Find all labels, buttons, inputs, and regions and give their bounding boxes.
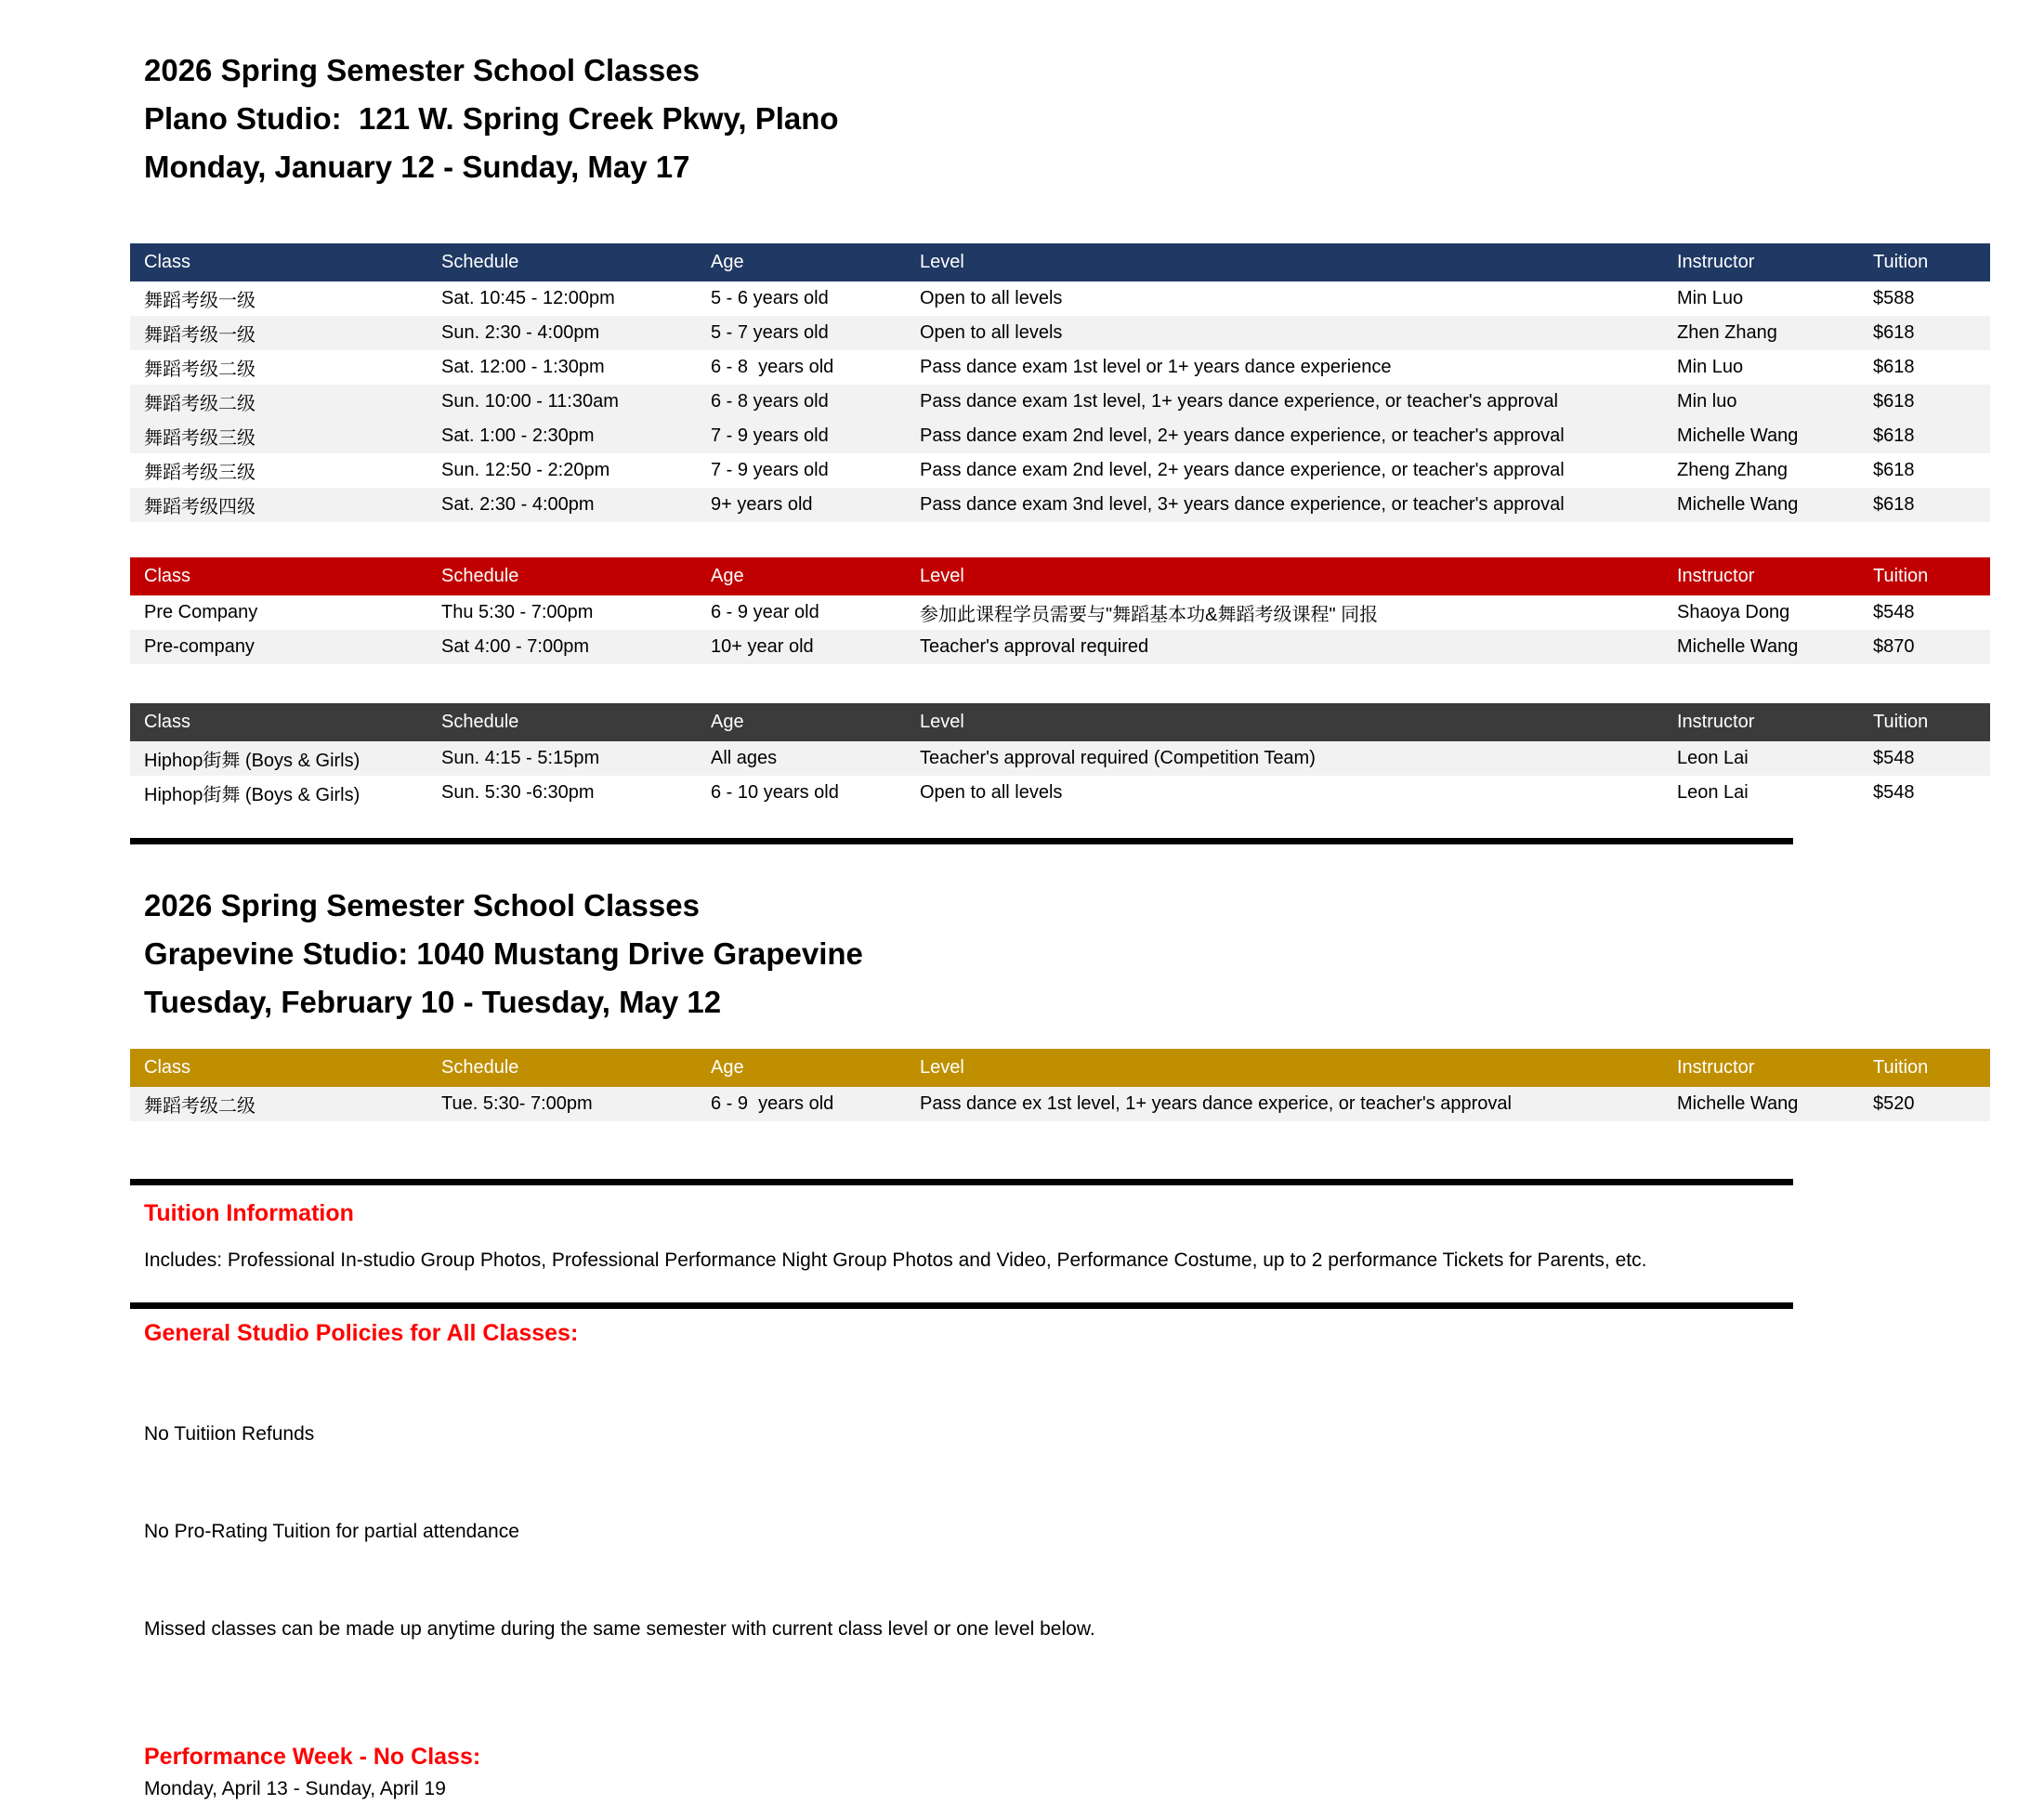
column-header-class: Class	[130, 703, 427, 741]
cell-instructor: Leon Lai	[1663, 776, 1859, 810]
grapevine-dates: Tuesday, February 10 - Tuesday, May 12	[144, 985, 722, 1019]
cell-class: 舞蹈考级一级	[130, 281, 427, 316]
plano-exam-classes-table	[130, 243, 1990, 522]
column-header-level: Level	[906, 1049, 1663, 1087]
cell-schedule: Sun. 2:30 - 4:00pm	[427, 316, 697, 350]
column-header-level: Level	[906, 703, 1663, 741]
performance-week-heading: Performance Week - No Class:	[144, 1744, 481, 1770]
column-header-tuition: Tuition	[1859, 557, 1990, 595]
cell-class: 舞蹈考级三级	[130, 453, 427, 488]
column-header-schedule: Schedule	[427, 1049, 697, 1087]
cell-tuition: $618	[1859, 350, 1990, 385]
cell-schedule: Tue. 5:30- 7:00pm	[427, 1087, 697, 1121]
cell-instructor: Min luo	[1663, 385, 1859, 419]
cell-instructor: Michelle Wang	[1663, 419, 1859, 453]
cell-class: Pre Company	[130, 595, 427, 630]
cell-schedule: Sat 4:00 - 7:00pm	[427, 630, 697, 664]
cell-level: Pass dance exam 2nd level, 2+ years dance experience, or teacher's approval	[906, 419, 1663, 453]
cell-instructor: Michelle Wang	[1663, 630, 1859, 664]
plano-hiphop-table	[130, 703, 1990, 810]
cell-instructor: Min Luo	[1663, 281, 1859, 316]
table-header-row	[130, 703, 1990, 741]
cell-age: 9+ years old	[697, 488, 906, 522]
class-row	[130, 350, 1990, 385]
cell-class: 舞蹈考级二级	[130, 1087, 427, 1121]
column-header-tuition: Tuition	[1859, 243, 1990, 281]
column-header-class: Class	[130, 243, 427, 281]
grapevine-exam-classes-table	[130, 1049, 1990, 1121]
cell-level: Teacher's approval required (Competition Team)	[906, 741, 1663, 776]
column-header-schedule: Schedule	[427, 243, 697, 281]
cell-age: 6 - 9 year old	[697, 595, 906, 630]
policy-item: No Pro-Rating Tuition for partial attendance	[144, 1521, 519, 1542]
cell-age: 10+ year old	[697, 630, 906, 664]
cell-class: 舞蹈考级四级	[130, 488, 427, 522]
cell-schedule: Sun. 10:00 - 11:30am	[427, 385, 697, 419]
cell-age: 6 - 10 years old	[697, 776, 906, 810]
table-header-row	[130, 557, 1990, 595]
cell-instructor: Zheng Zhang	[1663, 453, 1859, 488]
cell-instructor: Zhen Zhang	[1663, 316, 1859, 350]
cell-schedule: Sat. 1:00 - 2:30pm	[427, 419, 697, 453]
cell-class: Hiphop街舞 (Boys & Girls)	[130, 741, 427, 776]
cell-instructor: Min Luo	[1663, 350, 1859, 385]
class-row	[130, 488, 1990, 522]
cell-tuition: $618	[1859, 385, 1990, 419]
grapevine-title: 2026 Spring Semester School Classes	[144, 888, 700, 922]
cell-tuition: $548	[1859, 595, 1990, 630]
cell-level: Pass dance exam 3nd level, 3+ years dance experience, or teacher's approval	[906, 488, 1663, 522]
plano-dates: Monday, January 12 - Sunday, May 17	[144, 150, 690, 184]
column-header-age: Age	[697, 1049, 906, 1087]
cell-class: 舞蹈考级二级	[130, 385, 427, 419]
column-header-level: Level	[906, 557, 1663, 595]
cell-level: 参加此课程学员需要与"舞蹈基本功&舞蹈考级课程" 同报	[906, 595, 1663, 630]
cell-class: 舞蹈考级一级	[130, 316, 427, 350]
cell-instructor: Michelle Wang	[1663, 488, 1859, 522]
cell-level: Teacher's approval required	[906, 630, 1663, 664]
class-row	[130, 595, 1990, 630]
class-row	[130, 1087, 1990, 1121]
cell-tuition: $870	[1859, 630, 1990, 664]
cell-tuition: $618	[1859, 316, 1990, 350]
class-row	[130, 630, 1990, 664]
studio-policies-list	[144, 1353, 2044, 1710]
cell-tuition: $618	[1859, 453, 1990, 488]
cell-level: Pass dance ex 1st level, 1+ years dance experice, or teacher's approval	[906, 1087, 1663, 1121]
plano-title-block	[144, 46, 2044, 191]
plano-pre-company-table	[130, 557, 1990, 664]
cell-age: 6 - 8 years old	[697, 385, 906, 419]
cell-level: Pass dance exam 1st level, 1+ years dance experience, or teacher's approval	[906, 385, 1663, 419]
cell-tuition: $548	[1859, 776, 1990, 810]
column-header-instructor: Instructor	[1663, 703, 1859, 741]
cell-level: Open to all levels	[906, 776, 1663, 810]
cell-schedule: Sat. 2:30 - 4:00pm	[427, 488, 697, 522]
cell-schedule: Sun. 4:15 - 5:15pm	[427, 741, 697, 776]
class-row	[130, 419, 1990, 453]
class-row	[130, 316, 1990, 350]
cell-tuition: $618	[1859, 488, 1990, 522]
column-header-instructor: Instructor	[1663, 557, 1859, 595]
cell-tuition: $588	[1859, 281, 1990, 316]
policy-item: Missed classes can be made up anytime during the same semester with current class level or one level below.	[144, 1618, 1095, 1640]
grapevine-address: Grapevine Studio: 1040 Mustang Drive Grapevine	[144, 936, 863, 971]
tuition-information-heading: Tuition Information	[144, 1200, 354, 1226]
cell-level: Open to all levels	[906, 281, 1663, 316]
column-header-instructor: Instructor	[1663, 1049, 1859, 1087]
column-header-schedule: Schedule	[427, 557, 697, 595]
cell-schedule: Sat. 12:00 - 1:30pm	[427, 350, 697, 385]
column-header-class: Class	[130, 557, 427, 595]
table-header-row	[130, 1049, 1990, 1087]
column-header-tuition: Tuition	[1859, 703, 1990, 741]
cell-age: 7 - 9 years old	[697, 419, 906, 453]
tuition-information-body: Includes: Professional In-studio Group Photos, Professional Performance Night Group Photos and Video, Performance Costume, up to 2 performance Tickets for Parents, etc.	[144, 1249, 1647, 1271]
cell-age: 7 - 9 years old	[697, 453, 906, 488]
cell-schedule: Sun. 12:50 - 2:20pm	[427, 453, 697, 488]
cell-level: Pass dance exam 2nd level, 2+ years dance experience, or teacher's approval	[906, 453, 1663, 488]
cell-schedule: Sat. 10:45 - 12:00pm	[427, 281, 697, 316]
section-divider	[130, 1179, 1793, 1185]
performance-week-dates: Monday, April 13 - Sunday, April 19	[144, 1778, 446, 1799]
table-header-row	[130, 243, 1990, 281]
class-row	[130, 281, 1990, 316]
studio-policies-heading: General Studio Policies for All Classes:	[144, 1320, 579, 1346]
cell-level: Open to all levels	[906, 316, 1663, 350]
section-divider	[130, 1302, 1793, 1309]
cell-instructor: Leon Lai	[1663, 741, 1859, 776]
cell-level: Pass dance exam 1st level or 1+ years dance experience	[906, 350, 1663, 385]
cell-age: All ages	[697, 741, 906, 776]
column-header-age: Age	[697, 557, 906, 595]
cell-schedule: Sun. 5:30 -6:30pm	[427, 776, 697, 810]
column-header-class: Class	[130, 1049, 427, 1087]
cell-class: 舞蹈考级二级	[130, 350, 427, 385]
cell-age: 6 - 9 years old	[697, 1087, 906, 1121]
column-header-age: Age	[697, 703, 906, 741]
column-header-age: Age	[697, 243, 906, 281]
cell-class: Hiphop街舞 (Boys & Girls)	[130, 776, 427, 810]
cell-class: Pre-company	[130, 630, 427, 664]
cell-age: 6 - 8 years old	[697, 350, 906, 385]
plano-title: 2026 Spring Semester School Classes	[144, 53, 700, 87]
plano-address: Plano Studio: 121 W. Spring Creek Pkwy, Plano	[144, 101, 839, 136]
policy-item: No Tuitiion Refunds	[144, 1423, 315, 1445]
class-row	[130, 741, 1990, 776]
column-header-instructor: Instructor	[1663, 243, 1859, 281]
column-header-level: Level	[906, 243, 1663, 281]
class-row	[130, 776, 1990, 810]
cell-instructor: Shaoya Dong	[1663, 595, 1859, 630]
class-row	[130, 453, 1990, 488]
column-header-schedule: Schedule	[427, 703, 697, 741]
class-row	[130, 385, 1990, 419]
cell-schedule: Thu 5:30 - 7:00pm	[427, 595, 697, 630]
cell-class: 舞蹈考级三级	[130, 419, 427, 453]
cell-tuition: $520	[1859, 1087, 1990, 1121]
grapevine-title-block	[144, 882, 2044, 1027]
cell-tuition: $618	[1859, 419, 1990, 453]
column-header-tuition: Tuition	[1859, 1049, 1990, 1087]
cell-age: 5 - 6 years old	[697, 281, 906, 316]
section-divider	[130, 838, 1793, 844]
cell-age: 5 - 7 years old	[697, 316, 906, 350]
cell-instructor: Michelle Wang	[1663, 1087, 1859, 1121]
cell-tuition: $548	[1859, 741, 1990, 776]
